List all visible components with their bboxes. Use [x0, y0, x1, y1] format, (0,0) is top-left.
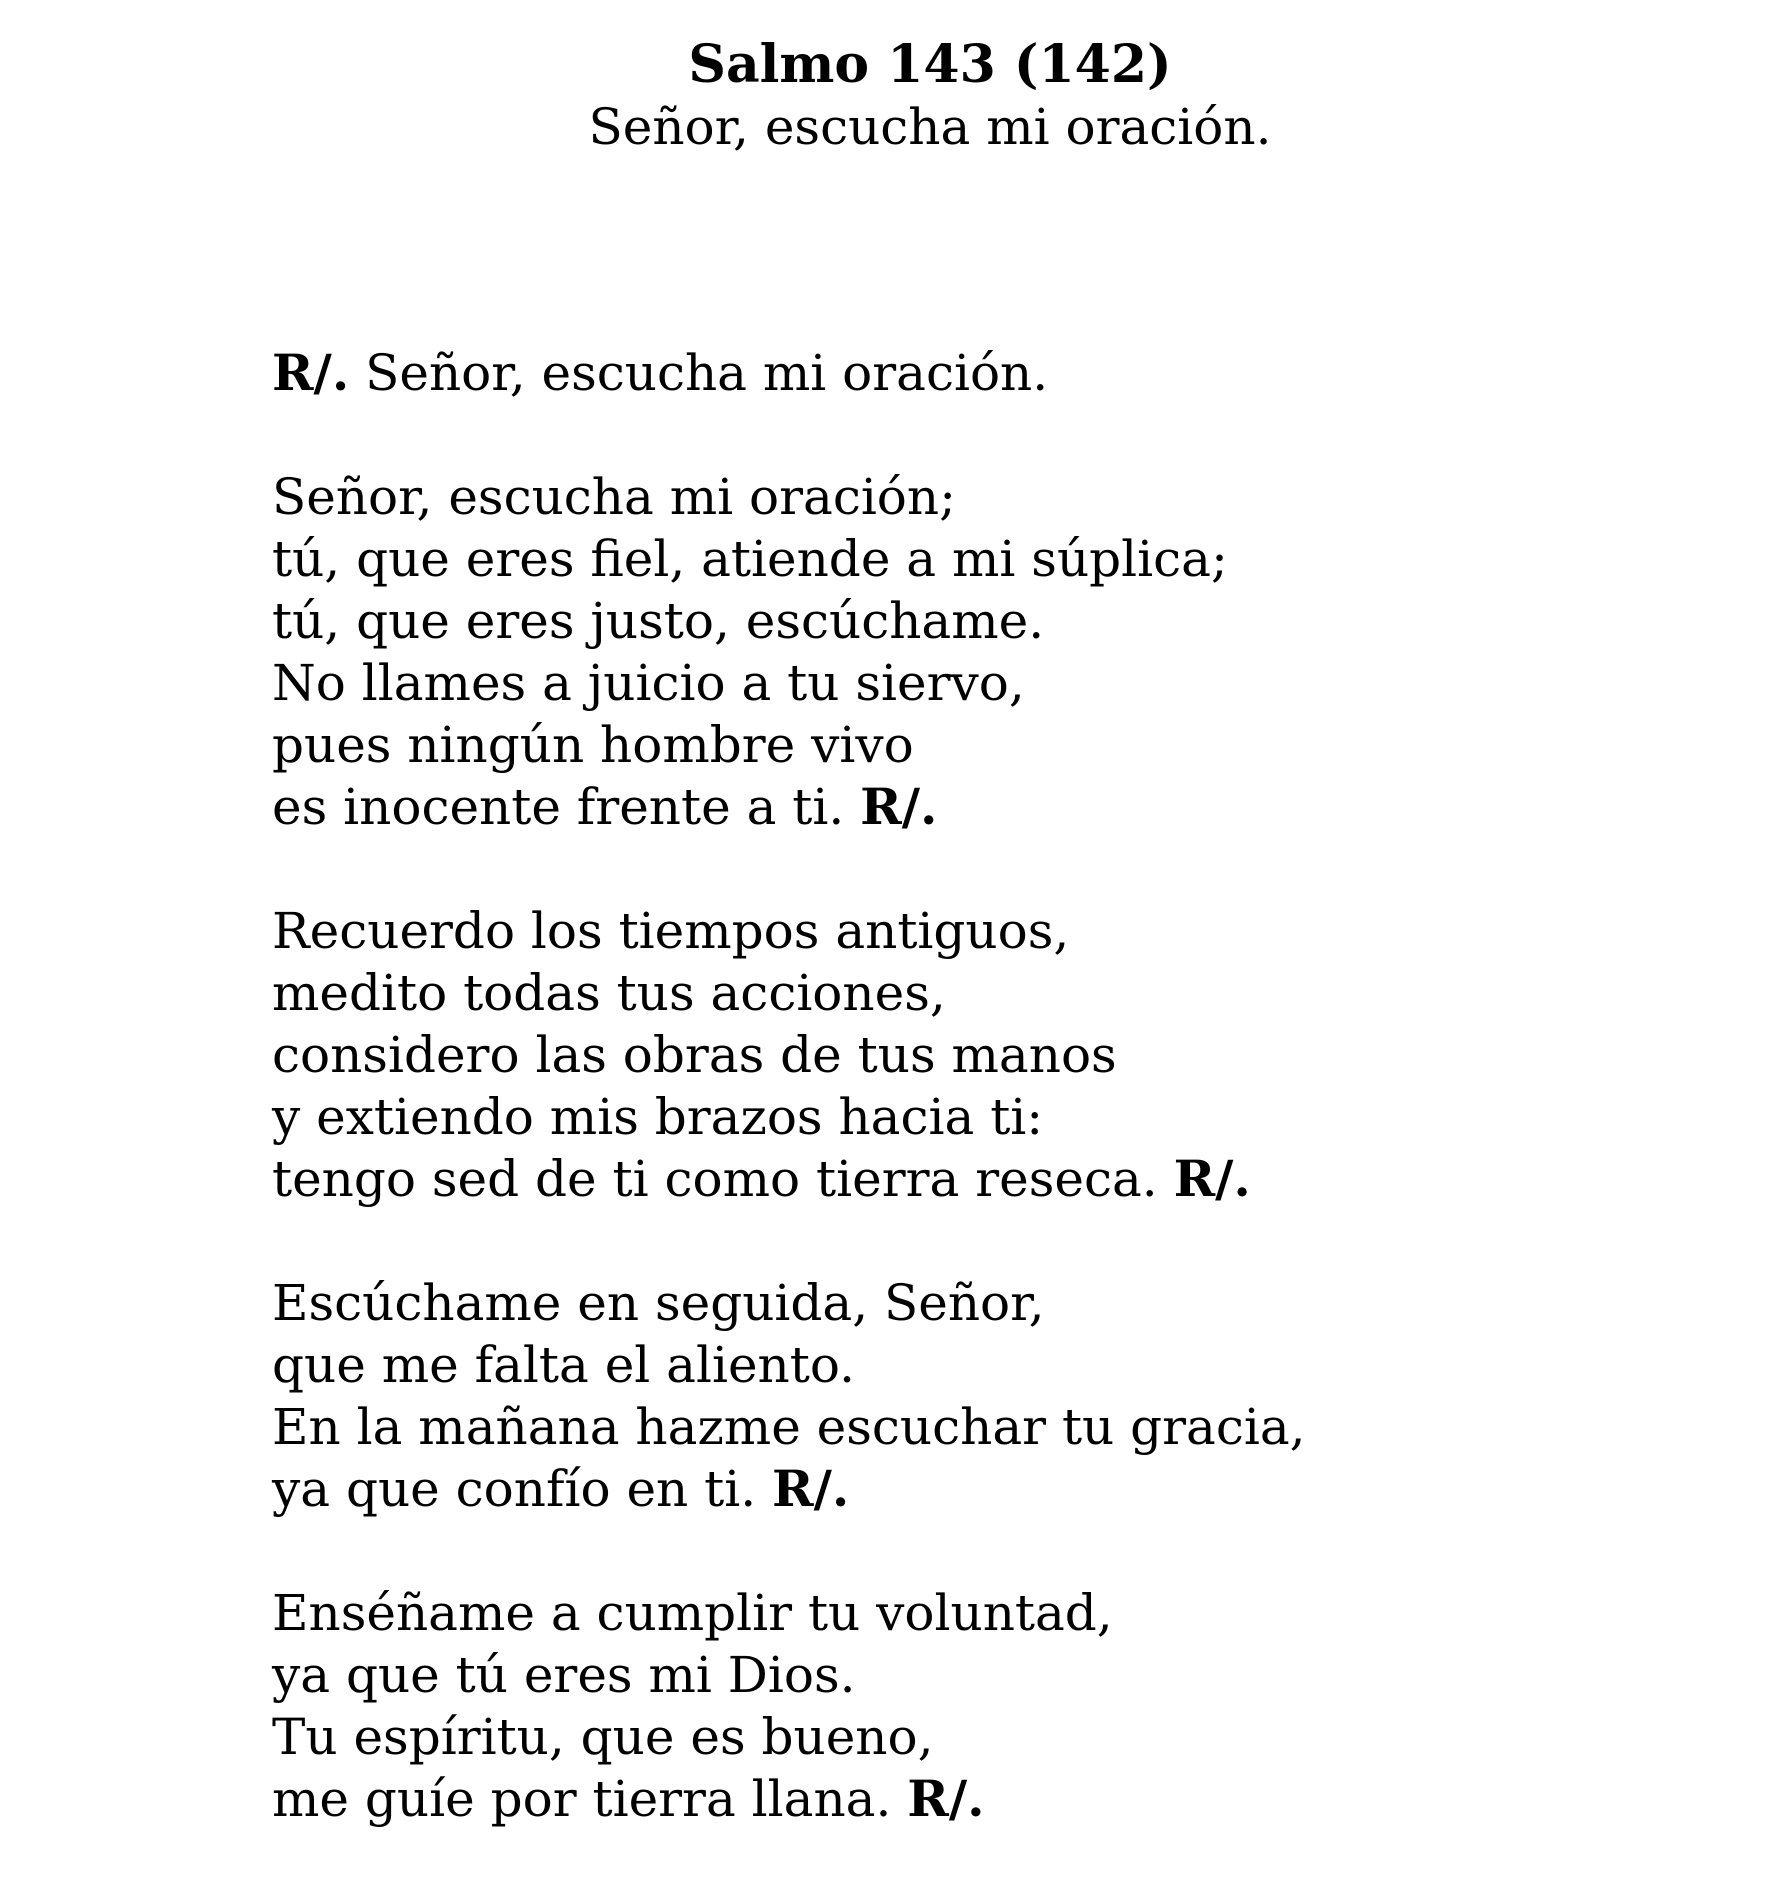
response-marker: R/.	[1173, 1149, 1251, 1208]
verse-line: No llames a juicio a tu siervo,	[272, 654, 1025, 712]
response-marker: R/.	[907, 1769, 985, 1828]
stanza-gap	[272, 838, 1732, 900]
page-subtitle: Señor, escucha mi oración.	[588, 98, 1272, 156]
verse-line: y extiendo mis brazos hacia ti:	[272, 1088, 1044, 1146]
verse-line: medito todas tus acciones,	[272, 964, 946, 1022]
verse-line: Tu espíritu, que es bueno,	[272, 1708, 934, 1766]
verse-line: Enséñame a cumplir tu voluntad,	[272, 1584, 1113, 1642]
response-marker: R/.	[272, 343, 350, 402]
verse-line-with-response	[272, 776, 1732, 838]
verse-line: Señor, escucha mi oración;	[272, 468, 956, 526]
page-title: Salmo 143 (142)	[688, 34, 1172, 95]
verse-line: En la mañana hazme escuchar tu gracia,	[272, 1398, 1306, 1456]
verse-line: tú, que eres justo, escúchame.	[272, 592, 1045, 650]
verse-text: me guíe por tierra llana.	[272, 1770, 892, 1828]
stanza-2	[272, 900, 1732, 1210]
response-marker: R/.	[772, 1459, 850, 1518]
verse-line: que me falta el aliento.	[272, 1336, 855, 1394]
verse-text: es inocente frente a ti.	[272, 778, 845, 836]
refrain-text: Señor, escucha mi oración.	[365, 344, 1049, 402]
stanza-gap	[272, 1210, 1732, 1272]
verse-line: ya que tú eres mi Dios.	[272, 1646, 856, 1704]
stanza-gap	[272, 404, 1732, 466]
stanza-3	[272, 1272, 1732, 1520]
verse-line: Escúchame en seguida, Señor,	[272, 1274, 1045, 1332]
verse-line: Recuerdo los tiempos antiguos,	[272, 902, 1070, 960]
verse-text: ya que confío en ti.	[272, 1460, 757, 1518]
stanza-4	[272, 1582, 1732, 1830]
verse-line: pues ningún hombre vivo	[272, 716, 914, 774]
verse-text: tengo sed de ti como tierra reseca.	[272, 1150, 1158, 1208]
response-marker: R/.	[860, 777, 938, 836]
stanza-1	[272, 466, 1732, 838]
refrain-line	[272, 342, 1732, 404]
verse-line-with-response	[272, 1768, 1732, 1830]
stanza-gap	[272, 1520, 1732, 1582]
verse-line: considero las obras de tus manos	[272, 1026, 1117, 1084]
verse-line: tú, que eres fiel, atiende a mi súplica;	[272, 530, 1228, 588]
verse-line-with-response	[272, 1458, 1732, 1520]
verse-line-with-response	[272, 1148, 1732, 1210]
psalm-body	[272, 342, 1732, 1830]
